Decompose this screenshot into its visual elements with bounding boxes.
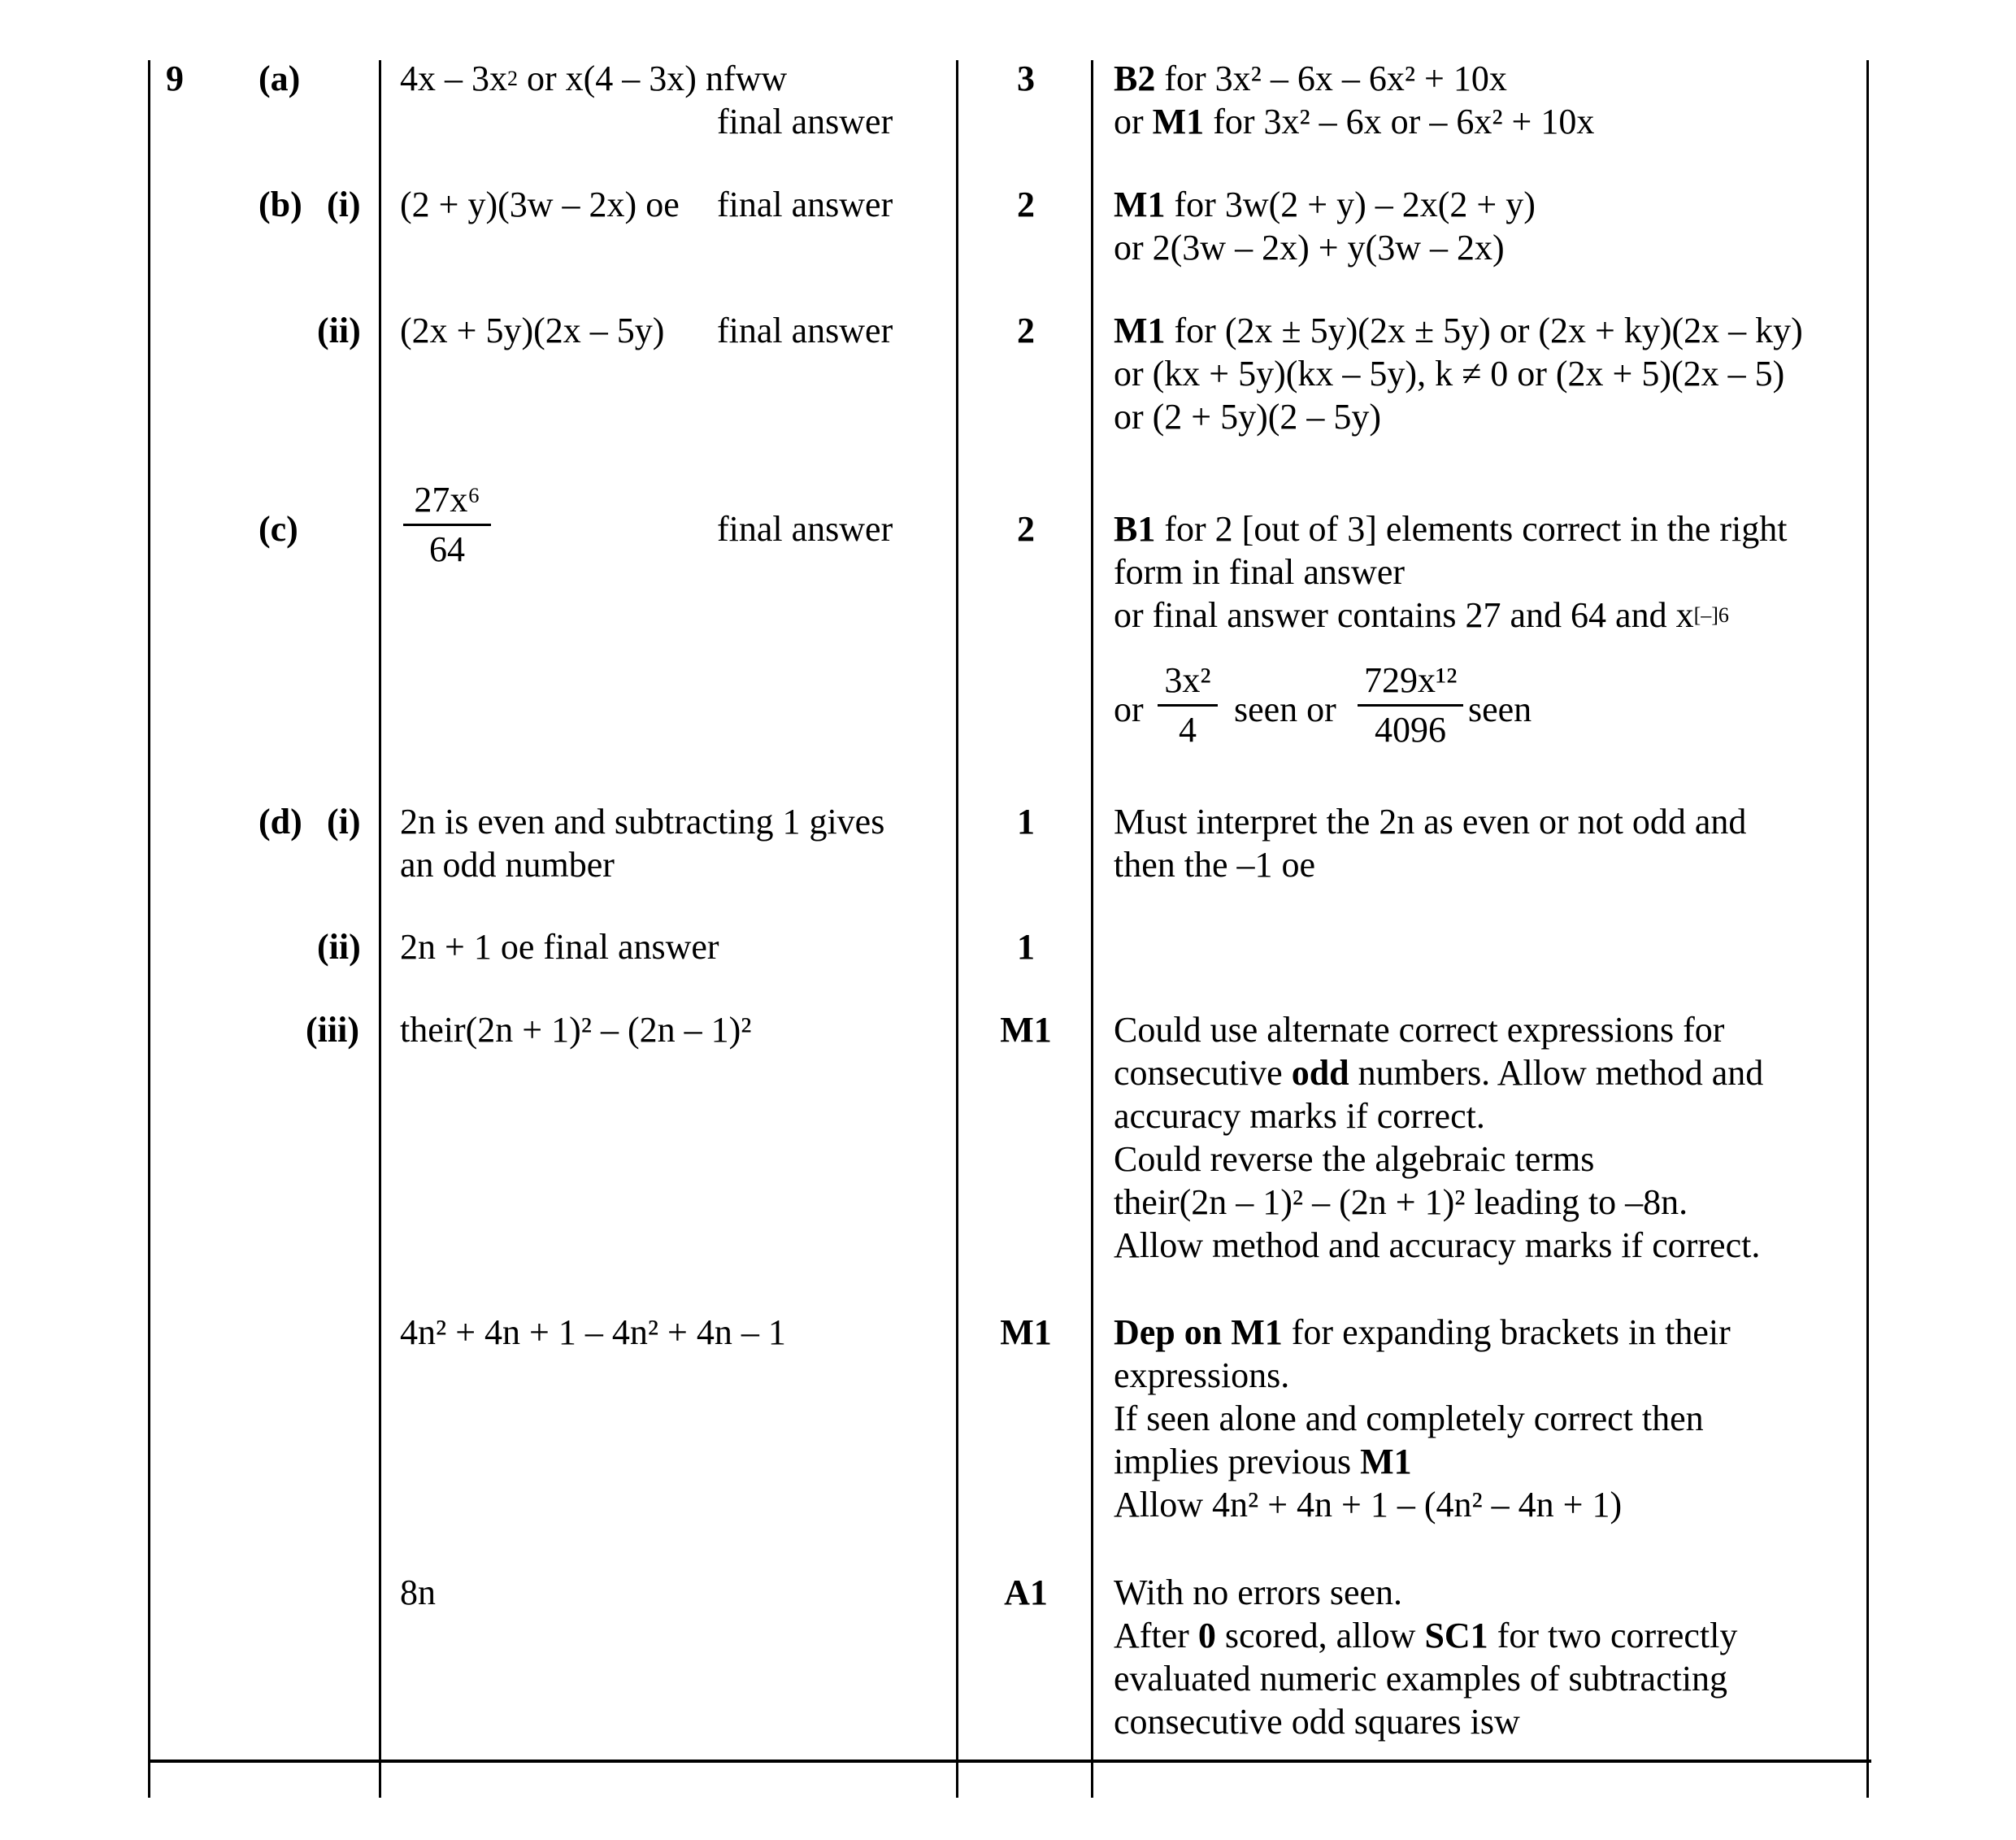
guidance-b-ii-line3: or (2 + 5y)(2 – 5y) [1114, 397, 1382, 437]
mark-d-ii: 1 [1017, 927, 1035, 967]
answer-d-ii: 2n + 1 oe final answer [400, 927, 719, 967]
guidance-a-pre2: or [1114, 102, 1153, 141]
guidance-d-iii-2-line5: Allow 4n² + 4n + 1 – (4n² – 4n + 1) [1114, 1485, 1623, 1525]
guidance-d-iii-2-line4 [1114, 1440, 1412, 1483]
guidance-c-fraction2 [1358, 662, 1463, 749]
guidance-d-iii-1-line3: accuracy marks if correct. [1114, 1096, 1485, 1136]
table-divider-answer [379, 60, 381, 1798]
table-border-right [1866, 60, 1869, 1798]
guidance-d-iii-3-mid2: scored, allow [1215, 1616, 1425, 1655]
guidance-c-seen: seen [1468, 689, 1532, 729]
mark-a: 3 [1017, 59, 1035, 98]
guidance-c-frac1-den: 4 [1179, 710, 1197, 750]
guidance-d-iii-3-line3: evaluated numeric examples of subtracting [1114, 1659, 1728, 1699]
part-label-d-i: (i) [327, 802, 361, 842]
guidance-b-ii-line1 [1114, 309, 1803, 352]
guidance-d-iii-1-line4: Could reverse the algebraic terms [1114, 1139, 1595, 1179]
guidance-d-iii-1-line6: Allow method and accuracy marks if correct. [1114, 1225, 1761, 1265]
part-label-d: (d) [259, 802, 302, 842]
guidance-d-iii-1-pre2: consecutive [1114, 1053, 1292, 1093]
guidance-c-seen-or: seen or [1234, 689, 1336, 729]
mark-d-i: 1 [1017, 802, 1035, 842]
part-label-d-ii: (ii) [317, 927, 361, 967]
mark-d-iii-3: A1 [1004, 1572, 1048, 1612]
guidance-b-i-line2: or 2(3w – 2x) + y(3w – 2x) [1114, 228, 1505, 268]
guidance-d-iii-2-line2: expressions. [1114, 1355, 1290, 1395]
mark-b-ii: 2 [1017, 311, 1035, 350]
guidance-c-frac2-num: 729x¹² [1358, 662, 1463, 707]
guidance-a-text1: for 3x² – 6x – 6x² + 10x [1155, 59, 1507, 98]
guidance-a-bold1: B2 [1114, 59, 1156, 98]
answer-a-exp: 2 [507, 67, 518, 90]
part-label-c: (c) [259, 509, 298, 549]
guidance-d-iii-1-bold2: odd [1291, 1053, 1349, 1093]
question-number: 9 [166, 59, 184, 98]
answer-b-i: (2 + y)(3w – 2x) oe [400, 185, 680, 224]
part-label-d-iii: (iii) [306, 1010, 359, 1050]
guidance-d-iii-3-line2 [1114, 1614, 1737, 1657]
guidance-b-ii-line2: or (kx + 5y)(kx – 5y), k ≠ 0 or (2x + 5)(2x – 5) [1114, 354, 1785, 394]
guidance-d-iii-1-line5: their(2n – 1)² – (2n + 1)² leading to –8n. [1114, 1182, 1688, 1222]
answer-a-note: final answer [717, 102, 893, 141]
guidance-c-text1: for 2 [out of 3] elements correct in the right [1155, 509, 1788, 549]
answer-a-post: or x(4 – 3x) nfww [518, 59, 788, 98]
table-divider-guidance [1091, 60, 1093, 1798]
guidance-a-line2 [1114, 100, 1594, 143]
guidance-c-frac2-den: 4096 [1375, 710, 1446, 750]
guidance-d-iii-1-post2: numbers. Allow method and [1349, 1053, 1764, 1093]
guidance-a-line1 [1114, 57, 1507, 100]
answer-a [400, 57, 787, 100]
guidance-d-iii-3-bold0: 0 [1197, 1616, 1216, 1655]
guidance-b-i-bold1: M1 [1114, 185, 1166, 224]
guidance-c-line2: form in final answer [1114, 552, 1405, 592]
mark-b-i: 2 [1017, 185, 1035, 224]
guidance-d-iii-2-pre4: implies previous [1114, 1442, 1361, 1481]
guidance-b-ii-text1: for (2x ± 5y)(2x ± 5y) or (2x + ky)(2x – ky) [1165, 311, 1803, 350]
part-label-a: (a) [259, 59, 301, 98]
guidance-d-iii-1-line1: Could use alternate correct expressions for [1114, 1010, 1725, 1050]
guidance-c-or: or [1114, 689, 1144, 729]
guidance-b-i-text1: for 3w(2 + y) – 2x(2 + y) [1165, 185, 1536, 224]
row-separator [148, 1760, 1871, 1763]
answer-d-i-line2: an odd number [400, 845, 615, 885]
answer-d-i-line1: 2n is even and subtracting 1 gives [400, 802, 885, 842]
answer-c-note: final answer [717, 509, 893, 549]
guidance-c-text3: or final answer contains 27 and 64 and x [1114, 595, 1694, 635]
answer-c-fraction [403, 481, 491, 568]
answer-b-i-note: final answer [717, 185, 893, 224]
guidance-d-iii-3-line1: With no errors seen. [1114, 1572, 1403, 1612]
guidance-c-bold1: B1 [1114, 509, 1156, 549]
answer-d-iii-1: their(2n + 1)² – (2n – 1)² [400, 1010, 752, 1050]
guidance-d-iii-2-line1 [1114, 1311, 1731, 1354]
guidance-a-text2: for 3x² – 6x or – 6x² + 10x [1204, 102, 1595, 141]
answer-a-pre: 4x – 3x [400, 59, 507, 98]
guidance-a-bold2: M1 [1152, 102, 1205, 141]
mark-d-iii-1: M1 [1000, 1010, 1052, 1050]
answer-d-iii-3: 8n [400, 1572, 436, 1612]
guidance-d-iii-3-bold1: SC1 [1424, 1616, 1488, 1655]
part-label-b-i: (i) [327, 185, 361, 224]
guidance-d-iii-2-line3: If seen alone and completely correct then [1114, 1398, 1704, 1438]
guidance-d-iii-3-line4: consecutive odd squares isw [1114, 1702, 1520, 1742]
guidance-d-iii-1-line2 [1114, 1051, 1763, 1094]
answer-c-denominator: 64 [429, 529, 465, 569]
guidance-d-iii-2-bold1: Dep on M1 [1114, 1312, 1283, 1352]
guidance-c-frac1-num: 3x² [1158, 662, 1218, 707]
guidance-d-iii-2-text1: for expanding brackets in their [1282, 1312, 1731, 1352]
part-label-b-ii: (ii) [317, 311, 361, 350]
guidance-c-line3 [1114, 594, 1729, 637]
guidance-b-ii-bold1: M1 [1114, 311, 1166, 350]
table-border-left [148, 60, 150, 1798]
guidance-d-iii-3-pre2: After [1114, 1616, 1198, 1655]
guidance-d-i-line1: Must interpret the 2n as even or not odd and [1114, 802, 1747, 842]
guidance-d-i-line2: then the –1 oe [1114, 845, 1316, 885]
part-label-b: (b) [259, 185, 302, 224]
answer-b-ii-note: final answer [717, 311, 893, 350]
guidance-c-line1 [1114, 507, 1787, 550]
guidance-c-fraction1 [1158, 662, 1218, 749]
guidance-d-iii-3-post2: for two correctly [1488, 1616, 1738, 1655]
guidance-c-exp3: [–]6 [1693, 603, 1729, 627]
mark-d-iii-2: M1 [1000, 1312, 1052, 1352]
table-divider-marks [956, 60, 958, 1798]
guidance-d-iii-2-bold4: M1 [1360, 1442, 1412, 1481]
mark-c: 2 [1017, 509, 1035, 549]
guidance-b-i-line1 [1114, 183, 1536, 226]
answer-d-iii-2: 4n² + 4n + 1 – 4n² + 4n – 1 [400, 1312, 786, 1352]
answer-c-numerator: 27x⁶ [403, 481, 491, 526]
answer-b-ii: (2x + 5y)(2x – 5y) [400, 311, 665, 350]
